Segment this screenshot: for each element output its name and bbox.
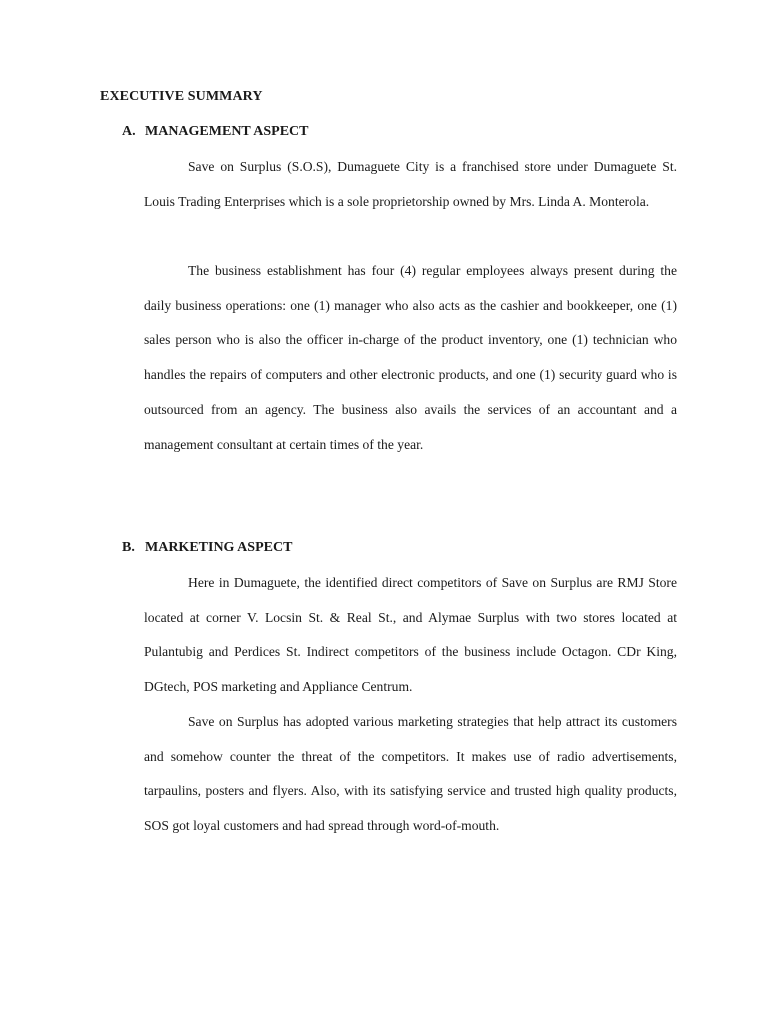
section-heading-management <box>122 124 308 140</box>
paragraph-management-2: The business establishment has four (4) regular employees always present during the daily business operations: one (1) manager who also acts as the cashier and bookkeeper, one (1) sales person who is also the officer in-charge of the product inventory, one (1) technician who handles the repairs of computers and other electronic products, and one (1) security guard who is outsourced from an agency. The business also avails the services of an accountant and a management consultant at certain times of the year. <box>144 263 677 452</box>
section-marker: A. <box>122 124 136 139</box>
section-title: MARKETING ASPECT <box>145 540 293 555</box>
section-marker: B. <box>122 540 135 555</box>
section-heading-marketing <box>122 540 292 556</box>
page-title: EXECUTIVE SUMMARY <box>100 89 263 104</box>
paragraph-management-1: Save on Surplus (S.O.S), Dumaguete City is a franchised store under Dumaguete St. Louis Trading Enterprises which is a sole proprietorship owned by Mrs. Linda A. Monterola. <box>144 159 677 209</box>
paragraph-marketing-1: Here in Dumaguete, the identified direct competitors of Save on Surplus are RMJ Store located at corner V. Locsin St. & Real St., and Alymae Surplus with two stores located at Pulantubig and Perdices St. Indirect competitors of the business include Octagon. CDr King, DGtech, POS marketing and Appliance Centrum. <box>144 575 677 695</box>
paragraph-marketing-2: Save on Surplus has adopted various marketing strategies that help attract its customers and somehow counter the threat of the competitors. It makes use of radio advertisements, tarpaulins, posters and flyers. Also, with its satisfying service and trusted high quality products, SOS got loyal customers and had spread through word-of-mouth. <box>144 714 677 834</box>
section-title: MANAGEMENT ASPECT <box>145 124 309 139</box>
